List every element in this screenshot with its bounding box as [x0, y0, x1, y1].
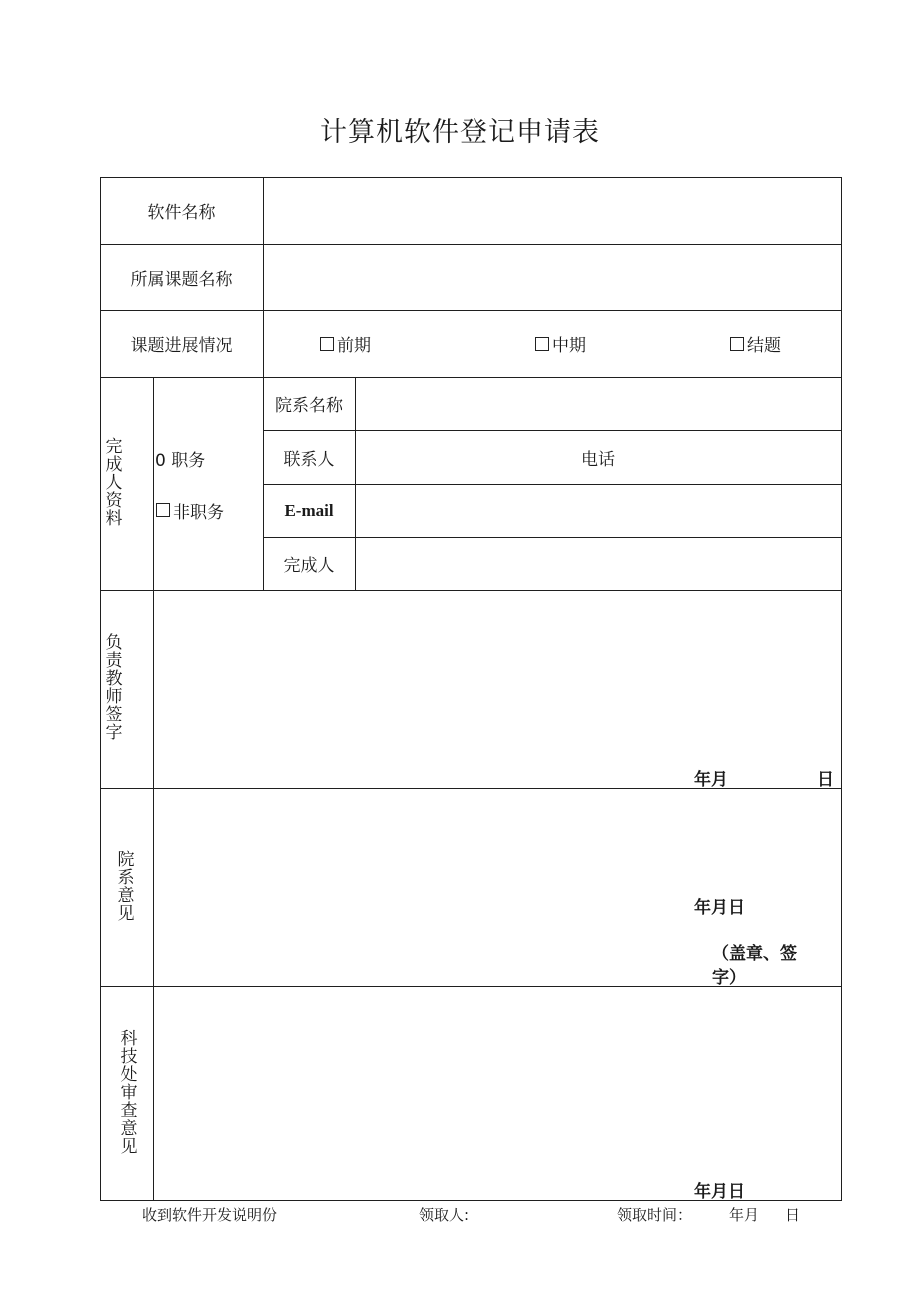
footer-receiver: 领取人: [419, 1206, 470, 1224]
tech-review-label: 科技处审查意见 [120, 1029, 138, 1157]
form-title: 计算机软件登记申请表 [320, 117, 600, 148]
dept-name-label: 院系名称 [275, 396, 343, 416]
checkbox-icon [156, 503, 170, 517]
progress-option-final[interactable]: 结题 [730, 310, 781, 377]
teacher-signature-area[interactable] [154, 591, 841, 788]
nonduty-option[interactable]: 非职务 [156, 498, 224, 522]
dept-opinion-label: 院系意见 [117, 850, 135, 924]
duty-option[interactable]: 0 职务 [155, 450, 206, 471]
dept-opinion-date: 年月日 [694, 898, 745, 918]
checkbox-icon [730, 337, 744, 351]
footer-received: 收到软件开发说明份 [142, 1206, 278, 1224]
dept-stamp-note-line1: （盖章、签 [712, 944, 797, 964]
software-name-field[interactable] [264, 178, 841, 244]
completer-person-field[interactable] [356, 538, 841, 590]
phone-label: 电话 [581, 449, 615, 470]
email-label: E-mail [284, 500, 334, 520]
checkbox-icon [535, 337, 549, 351]
teacher-date-ym: 年月 [694, 770, 728, 790]
footer-date-d: 日 [785, 1206, 801, 1224]
dept-stamp-note-line2: 字） [712, 968, 746, 988]
project-name-label: 所属课题名称 [130, 269, 233, 290]
footer-receive-time: 领取时间： [617, 1206, 693, 1224]
progress-option-mid[interactable]: 中期 [535, 310, 586, 377]
tech-review-date: 年月日 [694, 1182, 745, 1202]
email-field[interactable] [356, 485, 841, 537]
software-name-label: 软件名称 [147, 203, 216, 223]
footer-date-ym: 年月 [729, 1206, 760, 1224]
contact-label: 联系人 [283, 449, 335, 470]
teacher-date-d: 日 [817, 770, 834, 790]
progress-label: 课题进展情况 [130, 336, 233, 356]
completer-person-label: 完成人 [283, 556, 335, 576]
completer-section-label: 完成人资料 [105, 437, 123, 529]
dept-name-field[interactable] [356, 378, 841, 430]
progress-option-early[interactable]: 前期 [320, 310, 371, 377]
project-name-field[interactable] [264, 245, 841, 310]
checkbox-icon [320, 337, 334, 351]
tech-review-area[interactable] [154, 987, 841, 1200]
teacher-signature-label: 负责教师签字 [105, 633, 123, 743]
